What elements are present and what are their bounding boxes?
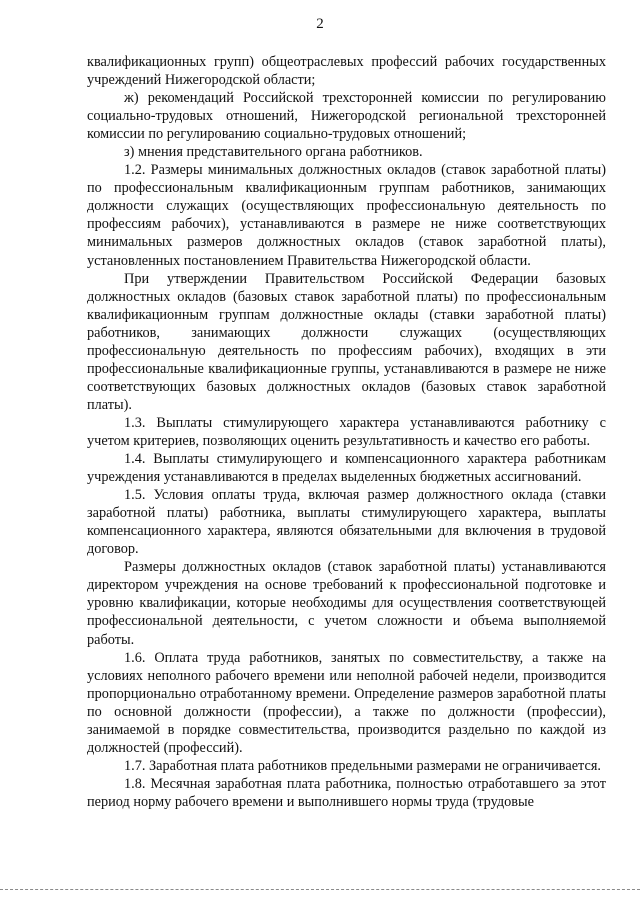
paragraph: 1.7. Заработная плата работников предельными размерами не ограничивается. bbox=[124, 757, 601, 774]
document-body bbox=[87, 53, 606, 811]
paragraph: 1.5. Условия оплаты труда, включая размер должностного оклада (ставки заработной платы) работника, выплаты стимулирующего характера, выплаты компенсационного характера, являются обязательными для включения в трудовой договор. bbox=[87, 487, 606, 558]
paragraph: 1.8. Месячная заработная плата работника, полностью отработавшего за этот период норму рабочего времени и выполнившего нормы труда (трудовые bbox=[87, 775, 606, 810]
paragraph: ж) рекомендаций Российской трехсторонней комиссии по регулированию социально-трудовых отношений, Нижегородской региональной трехсторонней комиссии по регулированию социально-трудовых отношений; bbox=[87, 90, 606, 143]
bottom-rule bbox=[0, 889, 640, 890]
page-number: 2 bbox=[316, 16, 324, 32]
paragraph: 1.2. Размеры минимальных должностных окладов (ставок заработной платы) по профессиональным квалификационным группам работников, занимающих должности служащих (осуществляющих профессиональную деятельность по профессиям рабочих), устанавливаются в размере не ниже соответствующих минимальных размеров должностных окладов (ставок заработной платы), установленных постановлением Правительства Нижегородской области. bbox=[87, 162, 606, 269]
paragraph: квалификационных групп) общеотраслевых профессий рабочих государственных учреждений Нижегородской области; bbox=[87, 54, 606, 89]
paragraph: з) мнения представительного органа работников. bbox=[124, 144, 423, 161]
paragraph: 1.6. Оплата труда работников, занятых по совместительству, а также на условиях неполного рабочего времени или неполной рабочей недели, производится пропорционально отработанному времени. Определение размеров заработной платы по основной должности (профессии), а также по должности (профессии), занимаемой в порядке совместительства, производится раздельно по каждой из должностей (профессий). bbox=[87, 649, 606, 756]
paragraph: 1.4. Выплаты стимулирующего и компенсационного характера работникам учреждения устанавливаются в пределах выделенных бюджетных ассигнований. bbox=[87, 451, 606, 486]
paragraph: Размеры должностных окладов (ставок заработной платы) устанавливаются директором учреждения на основе требований к профессиональной подготовке и уровню квалификации, которые необходимы для осуществления соответствующей профессиональной деятельности, с учетом сложности и объема выполняемой работы. bbox=[87, 559, 606, 648]
paragraph: 1.3. Выплаты стимулирующего характера устанавливаются работнику с учетом критериев, позволяющих оценить результативность и качество его работы. bbox=[87, 414, 606, 449]
paragraph: При утверждении Правительством Российской Федерации базовых должностных окладов (базовых ставок заработной платы) по профессиональным квалификационным группам должностные оклады (ставки заработной платы) работников, занимающих должности служащих (осуществляющих профессиональную деятельность по профессиям рабочих), входящих в эти профессиональные квалификационные группы, устанавливаются в размере не ниже соответствующих базовых должностных окладов (базовых ставок заработной платы). bbox=[87, 270, 606, 413]
